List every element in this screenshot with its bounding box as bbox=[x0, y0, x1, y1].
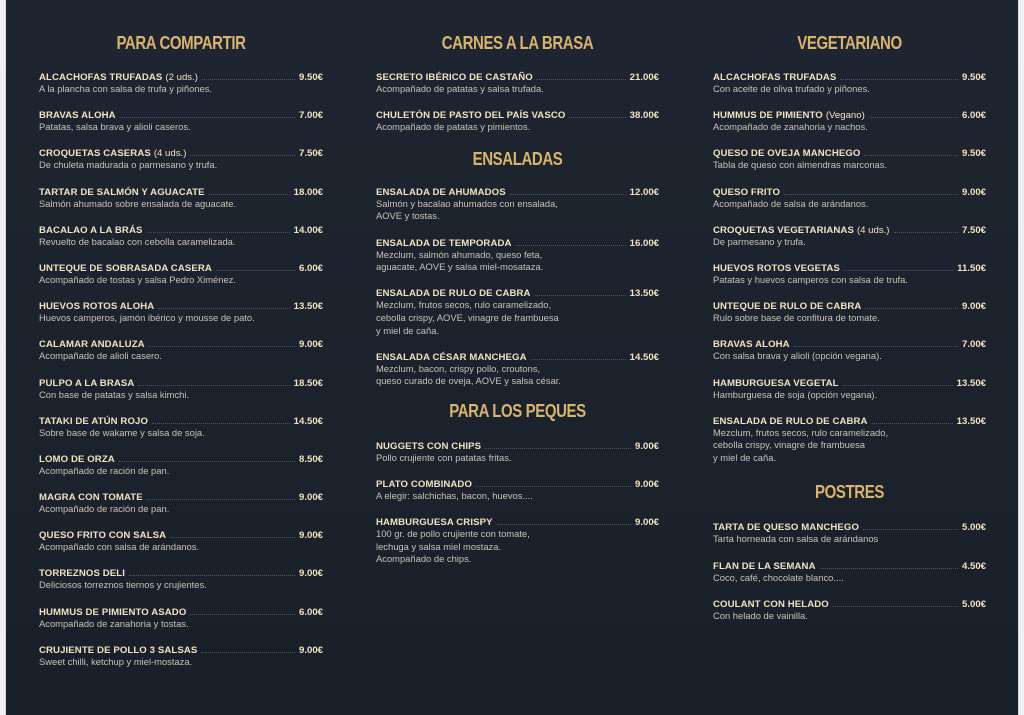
menu-item-price: 6.00€ bbox=[961, 110, 986, 122]
menu-item-row bbox=[39, 528, 323, 541]
menu-item bbox=[39, 452, 323, 478]
menu-item bbox=[39, 223, 323, 249]
menu-item-description: Acompañado de zanahoria y tostas. bbox=[39, 617, 189, 629]
dotted-leader bbox=[840, 79, 958, 80]
dotted-leader bbox=[794, 346, 958, 347]
menu-item-price: 7.00€ bbox=[298, 110, 323, 122]
menu-item bbox=[713, 261, 986, 287]
menu-item-price: 14.50€ bbox=[293, 415, 323, 427]
menu-item-description: Acompañado de tostas y salsa Pedro Ximénez. bbox=[39, 273, 236, 285]
menu-item-description: Tabla de queso con almendras marconas. bbox=[713, 159, 888, 171]
menu-item-price: 11.50€ bbox=[957, 262, 986, 274]
menu-item bbox=[713, 108, 986, 134]
menu-item-row bbox=[713, 299, 986, 312]
item-list bbox=[39, 70, 323, 668]
menu-item-description: 100 gr. de pollo crujiente con tomate, lechuga y salsa miel mostaza. Acompañado de chips. bbox=[376, 528, 530, 565]
menu-item-row bbox=[39, 70, 323, 83]
menu-item-name: NUGGETS CON CHIPS bbox=[376, 440, 482, 452]
menu-item-description: Revuelto de bacalao con cebolla caramelizada. bbox=[39, 235, 236, 247]
menu-item-row bbox=[39, 185, 323, 198]
menu-item-name: QUESO FRITO bbox=[713, 186, 781, 198]
dotted-leader bbox=[190, 614, 295, 615]
menu-item-name: UNTEQUE DE RULO DE CABRA bbox=[713, 301, 862, 313]
dotted-leader bbox=[537, 79, 626, 80]
menu-item-description: Rulo sobre base de confitura de tomate. bbox=[713, 312, 880, 324]
menu-item-price: 13.50€ bbox=[629, 288, 659, 300]
item-list bbox=[713, 520, 986, 622]
menu-item-description: Mezclum, frutos secos, rulo caramelizado, cebolla crispy, AOVE, vinagre de frambuesa y miel de caña. bbox=[376, 299, 559, 336]
menu-item-name: COULANT CON HELADO bbox=[713, 598, 829, 610]
menu-item-row bbox=[713, 108, 986, 121]
dotted-leader bbox=[147, 499, 295, 500]
menu-item-name: ENSALADA DE TEMPORADA bbox=[376, 237, 512, 249]
menu-item-row bbox=[39, 605, 323, 618]
dotted-leader bbox=[202, 79, 295, 80]
menu-item bbox=[713, 597, 986, 623]
menu-item bbox=[376, 286, 659, 337]
menu-item-name: LOMO DE ORZA bbox=[39, 453, 115, 465]
menu-item-row bbox=[39, 376, 323, 389]
menu-item-price: 16.00€ bbox=[629, 237, 659, 249]
menu-item-name: FLAN DE LA SEMANA bbox=[713, 560, 816, 572]
dotted-leader bbox=[158, 308, 289, 309]
menu-item-price: 18.50€ bbox=[293, 377, 323, 389]
menu-item-price: 4.50€ bbox=[961, 560, 986, 572]
dotted-leader bbox=[535, 295, 626, 296]
menu-item-description: Patatas y huevos camperos con salsa de trufa. bbox=[713, 273, 908, 285]
menu-item-price: 9.00€ bbox=[634, 517, 659, 529]
menu-item-description: Mezclum, bacon, crispy pollo, croutons, queso curado de oveja, AOVE y salsa césar. bbox=[376, 362, 562, 387]
menu-item-price: 14.00€ bbox=[293, 224, 323, 236]
section-heading: CARNES A LA BRASA bbox=[441, 32, 594, 54]
column-vegetariano-postres bbox=[713, 0, 986, 635]
dotted-leader bbox=[531, 359, 626, 360]
dotted-leader bbox=[149, 346, 295, 347]
menu-item-row bbox=[39, 643, 323, 656]
menu-item-description: Acompañado de alioli casero. bbox=[39, 350, 162, 362]
dotted-leader bbox=[869, 117, 958, 118]
menu-item-row bbox=[376, 70, 659, 83]
dotted-leader bbox=[485, 448, 631, 449]
menu-item bbox=[376, 477, 659, 503]
menu-item bbox=[39, 185, 323, 211]
menu-item-description: Con aceite de oliva trufado y piñones. bbox=[713, 83, 870, 94]
menu-item-description: Mezclum, frutos secos, rulo caramelizado, cebolla crispy, vinagre de frambuesa y miel de caña. bbox=[713, 426, 889, 463]
menu-item-price: 9.00€ bbox=[634, 479, 659, 491]
menu-item-name: HUEVOS ROTOS VEGETAS bbox=[713, 262, 840, 274]
dotted-leader bbox=[863, 529, 958, 530]
item-list bbox=[713, 70, 986, 464]
dotted-leader bbox=[497, 524, 631, 525]
menu-item bbox=[39, 566, 323, 592]
column-para-compartir bbox=[39, 0, 323, 681]
menu-item-name: UNTEQUE DE SOBRASADA CASERA bbox=[39, 262, 212, 274]
menu-item-price: 13.50€ bbox=[956, 377, 986, 389]
menu-item bbox=[713, 520, 986, 546]
dotted-leader bbox=[216, 270, 295, 271]
menu-item-row bbox=[713, 185, 986, 198]
menu-item-description: Sweet chilli, ketchup y miel-mostaza. bbox=[39, 655, 193, 667]
menu-item-row bbox=[39, 299, 323, 312]
menu-item-name: TORREZNOS DELI bbox=[39, 568, 125, 580]
dotted-leader bbox=[516, 245, 626, 246]
menu-item-price: 21.00€ bbox=[629, 72, 659, 83]
menu-item-row bbox=[376, 350, 659, 363]
menu-item-description: Hamburguesa de soja (opción vegana). bbox=[713, 388, 878, 400]
dotted-leader bbox=[476, 486, 631, 487]
item-list bbox=[376, 70, 659, 134]
menu-item-price: 7.50€ bbox=[961, 224, 986, 236]
menu-item-row bbox=[39, 337, 323, 350]
menu-item-name: ENSALADA DE RULO DE CABRA bbox=[376, 288, 531, 300]
menu-item-name: SECRETO IBÉRICO DE CASTAÑO bbox=[376, 72, 533, 83]
dotted-leader bbox=[510, 194, 626, 195]
menu-item-price: 14.50€ bbox=[629, 351, 659, 363]
dotted-leader bbox=[820, 568, 958, 569]
menu-item bbox=[376, 350, 659, 388]
menu-item bbox=[39, 376, 323, 402]
menu-item-description: Acompañado de zanahoria y nachos. bbox=[713, 121, 868, 133]
menu-item-name: CALAMAR ANDALUZA bbox=[39, 339, 145, 351]
dotted-leader bbox=[843, 385, 953, 386]
menu-item-name: CROQUETAS CASERAS bbox=[39, 148, 151, 160]
menu-item-row bbox=[713, 337, 986, 350]
menu-item-quantity: (4 uds.) bbox=[856, 224, 890, 236]
dotted-leader bbox=[865, 308, 958, 309]
menu-item-description: Acompañado de salsa de arándanos. bbox=[713, 197, 869, 209]
dotted-leader bbox=[872, 423, 953, 424]
menu-item-price: 9.50€ bbox=[961, 72, 986, 83]
menu-item bbox=[376, 70, 659, 96]
menu-item-row bbox=[713, 597, 986, 610]
menu-item-row bbox=[39, 566, 323, 579]
menu-item-name: PLATO COMBINADO bbox=[376, 479, 473, 491]
menu-item-name: HUMMUS DE PIMIENTO ASADO bbox=[39, 606, 187, 618]
menu-item-row bbox=[376, 108, 659, 121]
menu-item-price: 9.50€ bbox=[298, 72, 323, 83]
menu-item-row bbox=[39, 261, 323, 274]
item-list bbox=[376, 185, 659, 388]
menu-item-price: 6.00€ bbox=[298, 262, 323, 274]
menu-item-price: 12.00€ bbox=[629, 186, 659, 198]
menu-item-description: Acompañado de patatas y salsa trufada. bbox=[376, 83, 544, 94]
menu-item-row bbox=[713, 520, 986, 533]
menu-item-name: HAMBURGUESA VEGETAL bbox=[713, 377, 839, 389]
menu-item bbox=[39, 108, 323, 134]
menu-item bbox=[376, 108, 659, 134]
menu-item-name: ENSALADA DE RULO DE CABRA bbox=[713, 415, 868, 427]
menu-item bbox=[713, 414, 986, 465]
column-carnes-ensaladas-peques bbox=[376, 0, 659, 579]
menu-item-row bbox=[713, 70, 986, 83]
menu-item-price: 13.50€ bbox=[956, 415, 986, 427]
menu-item-name: QUESO DE OVEJA MANCHEGO bbox=[713, 148, 861, 160]
dotted-leader bbox=[138, 385, 289, 386]
menu-item-price: 38.00€ bbox=[629, 110, 659, 122]
menu-item-name: BACALAO A LA BRÁS bbox=[39, 224, 143, 236]
menu-item-name: HUMMUS DE PIMIENTO bbox=[713, 110, 823, 122]
menu-item bbox=[376, 236, 659, 274]
menu-item bbox=[713, 299, 986, 325]
menu-item bbox=[713, 146, 986, 172]
section-heading: PARA COMPARTIR bbox=[116, 32, 246, 54]
menu-item-row bbox=[713, 559, 986, 572]
menu-item bbox=[39, 414, 323, 440]
menu-item bbox=[376, 185, 659, 223]
menu-item bbox=[39, 643, 323, 669]
menu-item bbox=[39, 70, 323, 96]
menu-item-price: 9.00€ bbox=[298, 644, 323, 656]
dotted-leader bbox=[833, 606, 958, 607]
menu-item-name: ALCACHOFAS TRUFADAS bbox=[39, 72, 163, 83]
dotted-leader bbox=[129, 575, 295, 576]
dotted-leader bbox=[894, 232, 958, 233]
menu-item bbox=[39, 299, 323, 325]
menu-item-description: Pollo crujiente con patatas fritas. bbox=[376, 451, 512, 463]
menu-item-description: Acompañado de patatas y pimientos. bbox=[376, 121, 531, 133]
menu-item-price: 8.50€ bbox=[298, 453, 323, 465]
menu-item bbox=[713, 376, 986, 402]
menu-item-description: Acompañado de ración de pan. bbox=[39, 464, 170, 476]
menu-item-price: 9.50€ bbox=[961, 148, 986, 160]
menu-item-row bbox=[39, 414, 323, 427]
menu-item bbox=[39, 490, 323, 516]
menu-item bbox=[713, 223, 986, 249]
menu-item-description: Deliciosos torreznos tiernos y crujientes. bbox=[39, 579, 207, 591]
menu-item-name: HAMBURGUESA CRISPY bbox=[376, 517, 493, 529]
menu-item-row bbox=[39, 490, 323, 503]
menu-item-price: 6.00€ bbox=[298, 606, 323, 618]
menu-item-row bbox=[713, 223, 986, 236]
menu-item-name: PULPO A LA BRASA bbox=[39, 377, 135, 389]
menu-item bbox=[39, 605, 323, 631]
dotted-leader bbox=[569, 117, 625, 118]
menu-item-row bbox=[376, 515, 659, 528]
menu-item-description: Salmón y bacalao ahumados con ensalada, AOVE y tostas. bbox=[376, 197, 558, 222]
dotted-leader bbox=[784, 194, 958, 195]
menu-item-row bbox=[376, 236, 659, 249]
menu-item-row bbox=[39, 223, 323, 236]
menu-item-price: 9.00€ bbox=[298, 530, 323, 542]
menu-item-row bbox=[376, 439, 659, 452]
menu-item-name: BRAVAS ALOHA bbox=[713, 339, 790, 351]
item-list bbox=[376, 439, 659, 566]
menu-item bbox=[39, 146, 323, 172]
dotted-leader bbox=[864, 155, 958, 156]
menu-item-description: Mezclum, salmón ahumado, queso feta, aguacate, AOVE y salsa miel-mosataza. bbox=[376, 248, 544, 273]
menu-item-price: 18.00€ bbox=[293, 186, 323, 198]
menu-item-row bbox=[713, 146, 986, 159]
dotted-leader bbox=[152, 423, 290, 424]
menu-item-price: 9.00€ bbox=[298, 339, 323, 351]
menu-item bbox=[39, 337, 323, 363]
menu-item-description: Acompañado con salsa de arándanos. bbox=[39, 541, 200, 553]
menu-item bbox=[39, 261, 323, 287]
menu-item-description: Con salsa brava y alioli (opción vegana). bbox=[713, 350, 882, 362]
menu-item-description: Huevos camperos, jamón ibérico y mousse de pato. bbox=[39, 312, 255, 324]
menu-item-description: A elegir: salchichas, bacon, huevos.... bbox=[376, 490, 533, 502]
menu-item-price: 7.50€ bbox=[298, 148, 323, 160]
menu-item-price: 9.00€ bbox=[298, 492, 323, 504]
menu-item-name: ENSALADA DE AHUMADOS bbox=[376, 186, 506, 198]
menu-item-description: Coco, café, chocolate blanco.... bbox=[713, 571, 844, 583]
dotted-leader bbox=[147, 232, 290, 233]
menu-item-row bbox=[713, 376, 986, 389]
menu-item-name: CHULETÓN DE PASTO DEL PAÍS VASCO bbox=[376, 110, 566, 122]
menu-item bbox=[376, 515, 659, 566]
menu-item-description: De chuleta madurada o parmesano y trufa. bbox=[39, 159, 218, 171]
menu-item bbox=[713, 70, 986, 96]
menu-item-price: 7.00€ bbox=[961, 339, 986, 351]
menu-item-price: 13.50€ bbox=[293, 301, 323, 313]
menu-item-name: CROQUETAS VEGETARIANAS bbox=[713, 224, 854, 236]
menu-item-row bbox=[376, 286, 659, 299]
menu-item-row bbox=[39, 452, 323, 465]
menu-item-name: ALCACHOFAS TRUFADAS bbox=[713, 72, 837, 83]
dotted-leader bbox=[170, 537, 295, 538]
menu-item-row bbox=[713, 261, 986, 274]
menu-item-row bbox=[376, 477, 659, 490]
menu-item-description: Patatas, salsa brava y alioli caseros. bbox=[39, 121, 191, 133]
section-heading: ENSALADAS bbox=[472, 148, 563, 170]
menu-item-row bbox=[713, 414, 986, 427]
menu-item-price: 5.00€ bbox=[961, 598, 986, 610]
menu-item-description: Sobre base de wakame y salsa de soja. bbox=[39, 426, 205, 438]
menu-item-name: ENSALADA CÉSAR MANCHEGA bbox=[376, 351, 527, 363]
dotted-leader bbox=[201, 652, 295, 653]
menu-item-name: HUEVOS ROTOS ALOHA bbox=[39, 301, 155, 313]
dotted-leader bbox=[844, 270, 953, 271]
dotted-leader bbox=[190, 155, 295, 156]
menu-item-price: 9.00€ bbox=[634, 440, 659, 452]
section-heading: PARA LOS PEQUES bbox=[449, 400, 586, 422]
menu-item-row bbox=[39, 108, 323, 121]
menu-item-description: Salmón ahumado sobre ensalada de aguacate. bbox=[39, 197, 237, 209]
menu-item-name: TARTA DE QUESO MANCHEGO bbox=[713, 522, 860, 534]
menu-item-row bbox=[376, 185, 659, 198]
menu-item-name: TATAKI DE ATÚN ROJO bbox=[39, 415, 149, 427]
menu-item-name: MAGRA CON TOMATE bbox=[39, 492, 143, 504]
menu-item-description: De parmesano y trufa. bbox=[713, 235, 806, 247]
menu-item-price: 9.00€ bbox=[961, 186, 986, 198]
section-heading: POSTRES bbox=[815, 482, 884, 504]
menu-item-description: Acompañado de ración de pan. bbox=[39, 503, 170, 515]
dotted-leader bbox=[209, 194, 290, 195]
menu-item-description: A la plancha con salsa de trufa y piñones. bbox=[39, 83, 213, 94]
menu-item-name: TARTAR DE SALMÓN Y AGUACATE bbox=[39, 186, 205, 198]
section-heading: VEGETARIANO bbox=[797, 32, 902, 54]
menu-item-name: BRAVAS ALOHA bbox=[39, 110, 116, 122]
dotted-leader bbox=[119, 461, 295, 462]
menu-item-price: 9.00€ bbox=[298, 568, 323, 580]
menu-item-name: CRUJIENTE DE POLLO 3 SALSAS bbox=[39, 644, 198, 656]
menu-item bbox=[713, 559, 986, 585]
menu-item-description: Tarta horneada con salsa de arándanos bbox=[713, 533, 879, 545]
menu-item bbox=[39, 528, 323, 554]
menu-item-row bbox=[39, 146, 323, 159]
menu-item-quantity: (4 uds.) bbox=[153, 148, 187, 160]
menu-item bbox=[713, 337, 986, 363]
menu-page bbox=[6, 0, 1018, 715]
menu-item-description: Con helado de vainilla. bbox=[713, 609, 808, 621]
menu-item-quantity: (2 uds.) bbox=[165, 72, 198, 83]
menu-item-name: QUESO FRITO CON SALSA bbox=[39, 530, 167, 542]
menu-item-description: Con base de patatas y salsa kimchi. bbox=[39, 388, 190, 400]
menu-item-quantity: (Vegano) bbox=[825, 110, 865, 122]
menu-item bbox=[713, 185, 986, 211]
menu-item-price: 9.00€ bbox=[961, 301, 986, 313]
menu-item-price: 5.00€ bbox=[961, 522, 986, 534]
menu-item bbox=[376, 439, 659, 465]
dotted-leader bbox=[120, 117, 295, 118]
